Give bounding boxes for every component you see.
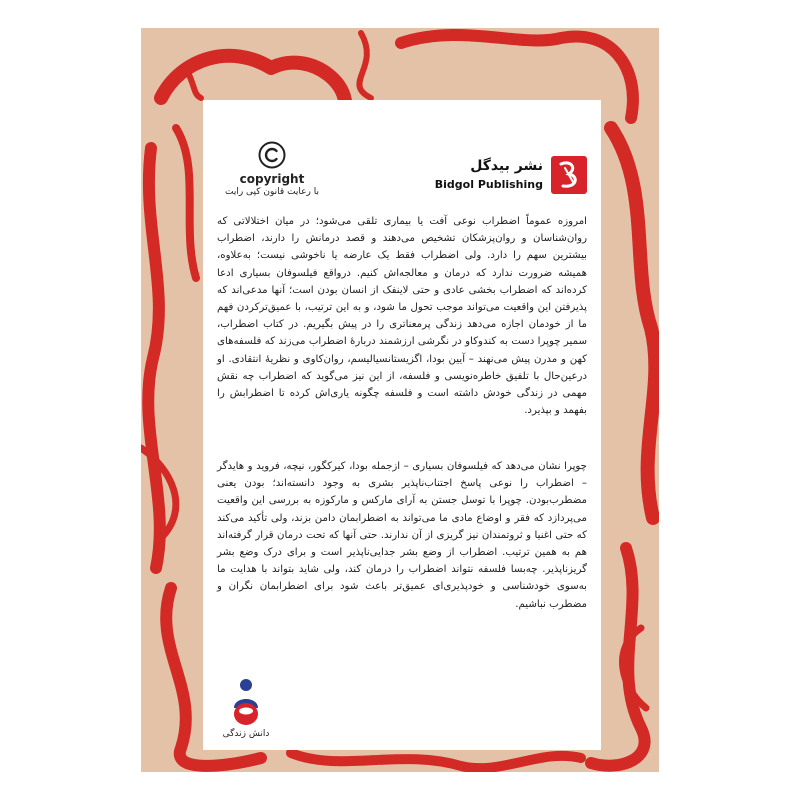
description-paragraph-2: چوپرا نشان می‌دهد که فیلسوفان بسیاری – ازجمله بودا، کیرکگور، نیچه، فروید و هایدگر – اضطراب را نوعی پاسخ اجتناب‌ناپذیر بشری به وجود دانسته‌اند؛ بودن یعنی مضطرب‌بودن. چوپرا با توسل جستن به آرای مارکس و مارکوزه به بررسی این واقعیت می‌پردازد که فقر و اوضاع مادی ما می‌تواند به اضطرابمان دامن بزند، ولی تأکید می‌کند که حتی اغنیا و ثروتمندان نیز گریزی از آن ندارند. حتی آنها که تحت درمان قرار گرفته‌اند هم به همین ترتیب. اضطراب از وضع بشر جدایی‌ناپذیر است و برای درک وضع بشر گریزناپذیر. چه‌بسا فلسفه نتواند اضطراب را درمان کند، ولی شاید بتواند با هدایت ما به‌سوی خودشناسی و خودپذیری‌ای عمیق‌تر باعث شود برای اضطرابمان نگران و مضطرب نباشیم. [217,461,587,610]
copyright-label: copyright [239,172,305,186]
copyright-subtitle: با رعایت قانون کپی رایت [225,187,319,197]
publisher-name-english: Bidgol Publishing [434,178,543,191]
copyright-notice [217,140,327,198]
book-back-cover [141,28,659,772]
bidgol-logo-icon [551,156,587,194]
description-paragraph-1: امروزه عموماً اضطراب نوعی آفت یا بیماری تلقی می‌شود؛ در میان اختلالاتی که روان‌شناسان و روان‌پزشکان تشخیص می‌دهند و قصد درمانش را دارند، اضطراب بیشترین سهم را دارد. ولی اضطراب فقط یک عارضه یا ناخوشی نیست؛ به‌علاوه، همیشه ضرورت ندارد که درمان و معالجه‌اش کنیم. درواقع فیلسوفان بسیاری ادعا کرده‌اند که اضطراب بخشی عادی و حتی لاینفک از انسان بودن است؛ آنها مدعی‌اند که پذیرفتن این واقعیت می‌تواند موجب تحول ما شود، و به این ترتیب، با عمیق‌ترکردن فهم ما از خودمان اجازه می‌دهد زندگی پرمعناتری را در پیش بگیریم. در کتاب اضطراب، سمیر چوپرا دست به کندوکاو در نگرشی ارزشمند دربارهٔ اضطراب می‌زند که فلسفه‌های کهن و مدرن پیش می‌نهند – آیین بودا، اگزیستانسیالیسم، روان‌کاوی و نظریهٔ انتقادی. او درعین‌حال با تلفیق خاطره‌نویسی و فلسفه، از این نیز می‌گوید که اضطراب چه نقش مهمی در زندگی خودش داشته است و فلسفه چگونه یاری‌اش کرده تا اضطرابش را بفهمد و بپذیرد. [217,216,587,417]
info-panel [203,100,601,750]
publisher-branding [434,156,587,196]
series-branding [221,678,271,740]
copyright-icon [257,140,287,170]
series-figure-icon [230,678,262,728]
publisher-name-persian: نشر بیدگل [470,158,543,174]
series-label: دانش زندگی [222,729,270,739]
